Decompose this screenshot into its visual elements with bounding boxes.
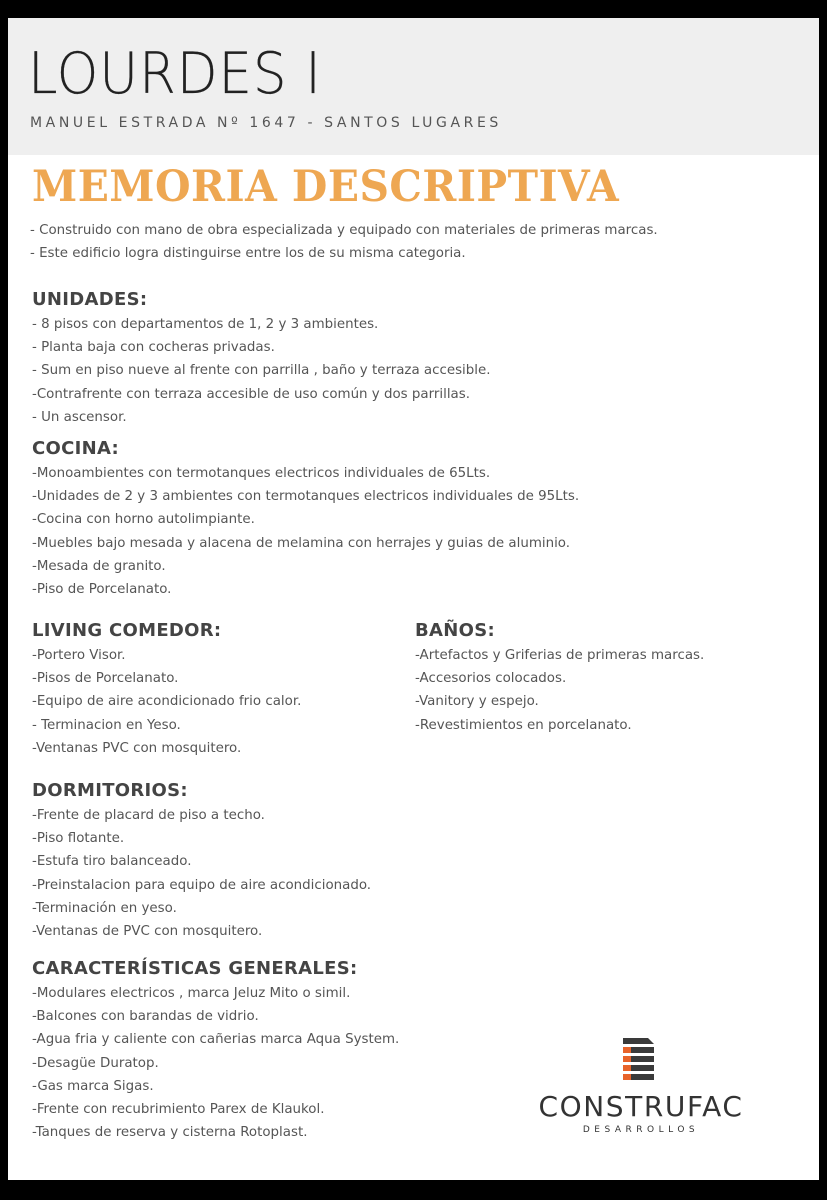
list-item: - 8 pisos con departamentos de 1, 2 y 3 ambientes.: [32, 317, 379, 332]
list-item: -Vanitory y espejo.: [415, 694, 539, 710]
section-title-generales: CARACTERÍSTICAS GENERALES:: [32, 958, 358, 979]
section-title-dormitorios: DORMITORIOS:: [32, 780, 188, 801]
list-item: -Monoambientes con termotanques electricos individuales de 65Lts.: [32, 466, 491, 481]
list-item: -Equipo de aire acondicionado frio calor.: [32, 694, 302, 710]
document-title: MEMORIA DESCRIPTIVA: [32, 162, 620, 212]
list-item: -Terminación en yeso.: [32, 900, 177, 916]
list-item: -Balcones con barandas de vidrio.: [32, 1009, 259, 1025]
list-item: -Piso flotante.: [32, 831, 125, 847]
list-item: -Mesada de granito.: [32, 558, 166, 574]
section-cocina: [32, 436, 579, 601]
list-item: -Agua fria y caliente con cañerias marca Aqua System.: [32, 1032, 400, 1048]
list-item: -Estufa tiro balanceado.: [32, 854, 192, 870]
section-banos: [415, 618, 704, 737]
list-item: -Accesorios colocados.: [415, 671, 567, 687]
list-item: -Muebles bajo mesada y alacena de melamina con herrajes y guias de aluminio.: [32, 535, 570, 551]
section-living-comedor: [32, 618, 301, 760]
section-title-cocina: COCINA:: [32, 438, 120, 459]
construfac-logo: [516, 1034, 766, 1144]
list-item: -Modulares electricos , marca Jeluz Mito o simil.: [32, 986, 351, 1001]
list-item: - Sum en piso nueve al frente con parrilla , baño y terraza accesible.: [32, 363, 491, 379]
building-address: MANUEL ESTRADA Nº 1647 - SANTOS LUGARES: [30, 115, 502, 131]
list-item: -Frente con recubrimiento Parex de Klaukol.: [32, 1101, 325, 1117]
logo-name: CONSTRUFAC: [538, 1090, 744, 1123]
intro-line: - Construido con mano de obra especializada y equipado con materiales de primeras marcas.: [30, 223, 658, 238]
list-item: -Cocina con horno autolimpiante.: [32, 512, 255, 528]
list-item: -Pisos de Porcelanato.: [32, 671, 179, 687]
list-item: - Terminacion en Yeso.: [32, 717, 181, 733]
list-item: -Portero Visor.: [32, 648, 126, 663]
section-unidades: [32, 287, 491, 429]
list-item: -Frente de placard de piso a techo.: [32, 808, 265, 823]
list-item: -Ventanas PVC con mosquitero.: [32, 740, 242, 756]
logo-subtitle: DESARROLLOS: [582, 1125, 700, 1135]
section-title-unidades: UNIDADES:: [32, 289, 148, 310]
brochure-sheet: [8, 18, 819, 1180]
building-stripes-icon: [616, 1036, 658, 1086]
intro-text: [30, 219, 790, 265]
list-item: -Gas marca Sigas.: [32, 1078, 154, 1094]
list-item: - Un ascensor.: [32, 409, 127, 425]
list-item: -Preinstalacion para equipo de aire acondicionado.: [32, 877, 372, 893]
list-item: -Ventanas de PVC con mosquitero.: [32, 923, 263, 939]
section-title-banos: BAÑOS:: [415, 620, 495, 641]
section-caracteristicas-generales: [32, 956, 399, 1144]
list-item: -Contrafrente con terraza accesible de uso común y dos parrillas.: [32, 386, 470, 402]
section-title-living: LIVING COMEDOR:: [32, 620, 222, 641]
intro-line: - Este edificio logra distinguirse entre los de su misma categoria.: [30, 246, 466, 262]
building-name: LOURDES I: [28, 41, 322, 107]
list-item: -Revestimientos en porcelanato.: [415, 717, 632, 733]
header-band: [8, 18, 819, 155]
section-dormitorios: [32, 778, 371, 943]
list-item: -Unidades de 2 y 3 ambientes con termotanques electricos individuales de 95Lts.: [32, 489, 580, 505]
list-item: -Desagüe Duratop.: [32, 1055, 159, 1071]
list-item: -Tanques de reserva y cisterna Rotoplast.: [32, 1125, 308, 1141]
list-item: -Piso de Porcelanato.: [32, 581, 172, 597]
list-item: - Planta baja con cocheras privadas.: [32, 340, 275, 356]
list-item: -Artefactos y Griferias de primeras marcas.: [415, 648, 705, 663]
